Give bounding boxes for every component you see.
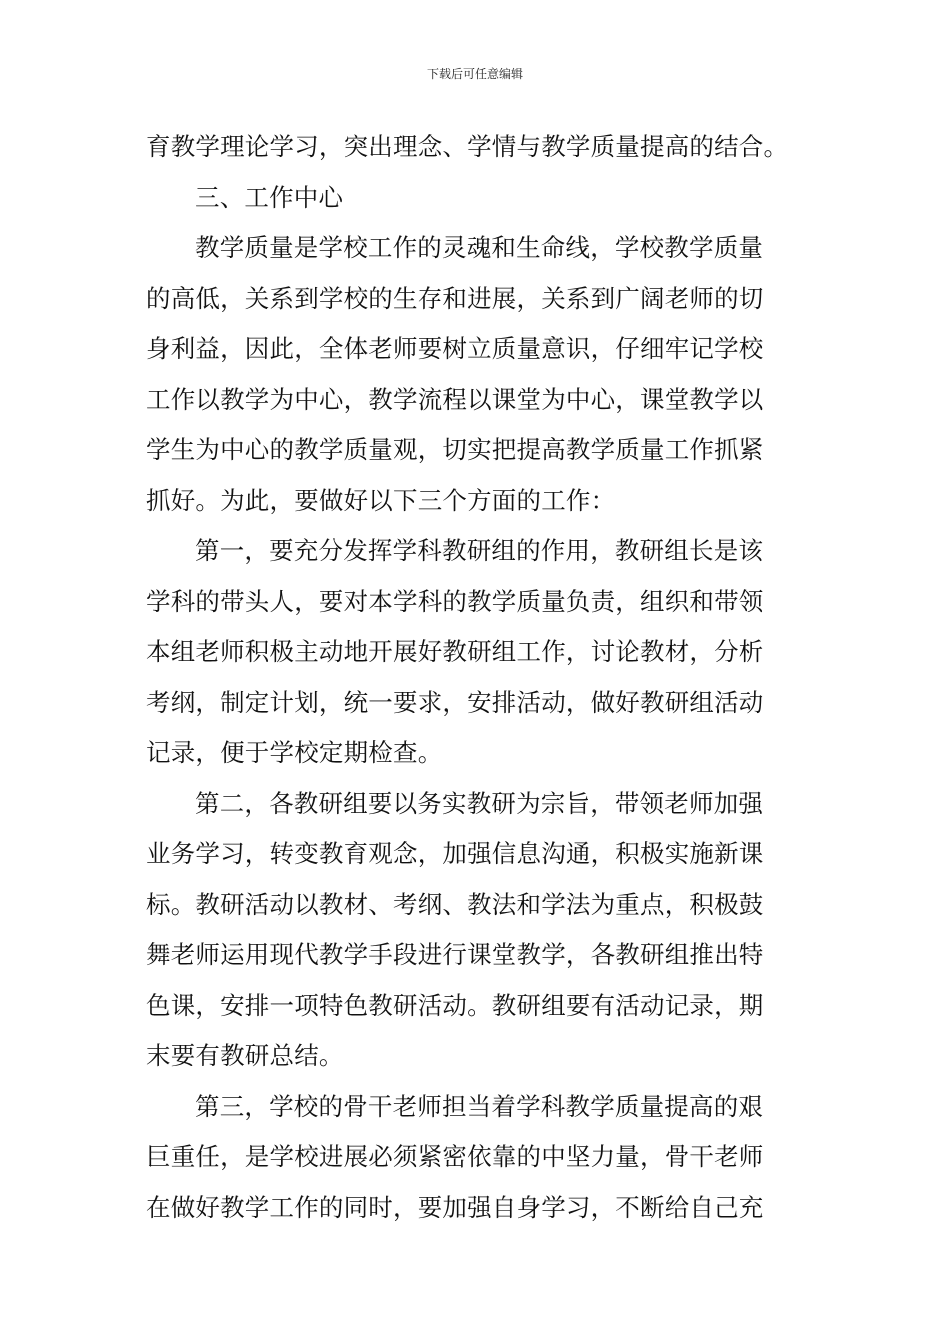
paragraph-continuation bbox=[146, 122, 810, 173]
text-line: 学科的带头人，要对本学科的教学质量负责，组织和带领 bbox=[146, 586, 764, 616]
text-line: 舞老师运用现代教学手段进行课堂教学，各教研组推出特 bbox=[146, 940, 764, 969]
paragraph-point-3 bbox=[146, 1082, 810, 1234]
text-line: 育教学理论学习，突出理念、学情与教学质量提高的结合。 bbox=[146, 132, 789, 161]
text-line: 末要有教研总结。 bbox=[146, 1041, 344, 1070]
text-line: 考纲，制定计划，统一要求，安排活动，做好教研组活动 bbox=[146, 687, 764, 717]
paragraph-point-1 bbox=[146, 526, 810, 779]
paragraph-center-intro bbox=[146, 223, 810, 526]
text-line: 学生为中心的教学质量观，切实把提高教学质量工作抓紧 bbox=[146, 435, 764, 464]
text-line: 抓好。为此，要做好以下三个方面的工作： bbox=[146, 485, 616, 515]
text-line: 第三，学校的骨干老师担当着学科教学质量提高的艰 bbox=[195, 1091, 764, 1121]
text-line: 业务学习，转变教育观念，加强信息沟通，积极实施新课 bbox=[146, 839, 764, 868]
text-line: 色课，安排一项特色教研活动。教研组要有活动记录，期 bbox=[146, 990, 764, 1020]
page-header-note: 下载后可任意编辑 bbox=[426, 67, 523, 81]
text-line: 教学质量是学校工作的灵魂和生命线，学校教学质量 bbox=[195, 233, 764, 262]
text-line: 第二，各教研组要以务实教研为宗旨，带领老师加强 bbox=[195, 788, 764, 818]
text-line: 标。教研活动以教材、考纲、教法和学法为重点，积极鼓 bbox=[146, 889, 764, 919]
text-line: 本组老师积极主动地开展好教研组工作，讨论教材，分析 bbox=[146, 637, 764, 666]
text-line: 巨重任，是学校进展必须紧密依靠的中坚力量，骨干老师 bbox=[146, 1142, 764, 1171]
text-line: 在做好教学工作的同时，要加强自身学习，不断给自己充 bbox=[146, 1192, 764, 1222]
paragraph-point-2 bbox=[146, 779, 810, 1082]
text-line: 的高低，关系到学校的生存和进展，关系到广阔老师的切 bbox=[146, 283, 764, 313]
text-line: 第一，要充分发挥学科教研组的作用，教研组长是该 bbox=[195, 536, 764, 565]
text-line: 身利益，因此，全体老师要树立质量意识，仔细牢记学校 bbox=[146, 334, 764, 363]
text-line: 工作以教学为中心，教学流程以课堂为中心，课堂教学以 bbox=[146, 384, 764, 414]
text-line: 三、工作中心 bbox=[195, 182, 344, 212]
text-line: 记录，便于学校定期检查。 bbox=[146, 738, 443, 767]
section-heading bbox=[146, 173, 810, 224]
document-body bbox=[146, 122, 810, 1233]
